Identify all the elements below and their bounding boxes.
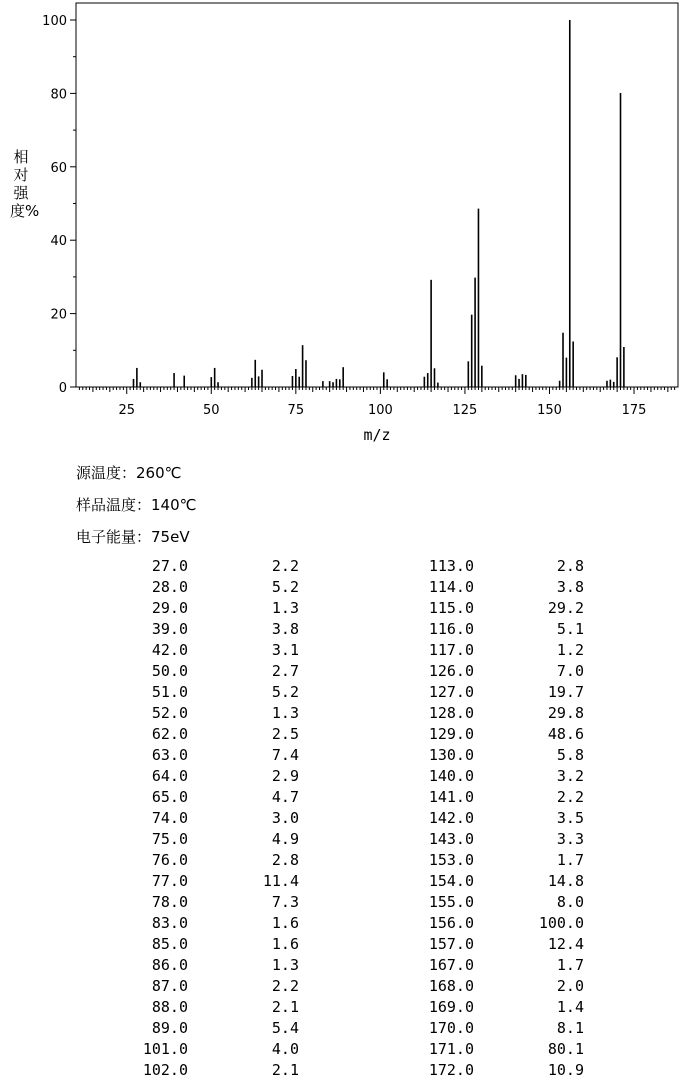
peak-mz: 27.0: [151, 557, 188, 575]
table-row: [0, 892, 680, 913]
peak-intensity: 3.8: [556, 578, 584, 596]
peak-intensity: 2.1: [271, 1061, 299, 1079]
table-row: [0, 997, 680, 1018]
plot-frame: [76, 3, 678, 387]
peak-intensity: 5.4: [271, 1019, 299, 1037]
peak-intensity: 1.6: [271, 914, 299, 932]
peak-mz: 89.0: [151, 1019, 188, 1037]
peak-intensity: 7.3: [271, 893, 299, 911]
peak-mz: 153.0: [428, 851, 474, 869]
peak-intensity: 1.3: [271, 599, 299, 617]
y-tick-label: 20: [50, 307, 67, 323]
peak-mz: 116.0: [428, 620, 474, 638]
table-row: [0, 829, 680, 850]
y-tick-label: 40: [50, 234, 67, 250]
peak-mz: 76.0: [151, 851, 188, 869]
y-tick-label: 60: [50, 160, 67, 176]
table-row: [0, 766, 680, 787]
peak-mz: 127.0: [428, 683, 474, 701]
peak-intensity: 5.2: [271, 578, 299, 596]
peak-mz: 171.0: [428, 1040, 474, 1058]
x-tick-label: 25: [118, 403, 136, 418]
table-row: [0, 808, 680, 829]
x-tick-label: 50: [203, 403, 220, 418]
table-row: [0, 1018, 680, 1039]
peak-intensity: 3.8: [271, 620, 299, 638]
peak-intensity: 100.0: [538, 914, 584, 932]
peak-intensity: 3.5: [556, 809, 584, 827]
peak-mz: 42.0: [151, 641, 188, 659]
peak-intensity: 1.3: [271, 704, 299, 722]
peak-intensity: 1.4: [556, 998, 584, 1016]
peak-intensity: 80.1: [547, 1040, 584, 1058]
x-tick-label: 175: [621, 403, 647, 418]
peak-intensity: 2.2: [271, 977, 299, 995]
table-row: [0, 1060, 680, 1081]
peak-mz: 140.0: [428, 767, 474, 785]
peak-mz: 167.0: [428, 956, 474, 974]
peak-intensity: 4.9: [271, 830, 299, 848]
peak-intensity: 12.4: [547, 935, 584, 953]
peak-intensity: 14.8: [547, 872, 584, 890]
peak-mz: 168.0: [428, 977, 474, 995]
peak-mz: 88.0: [151, 998, 188, 1016]
peak-intensity: 3.2: [556, 767, 584, 785]
peak-intensity: 1.7: [556, 851, 584, 869]
table-row: [0, 745, 680, 766]
electron-energy: 电子能量：75eV: [76, 528, 190, 546]
peak-mz: 74.0: [151, 809, 188, 827]
table-row: [0, 1039, 680, 1060]
peak-intensity: 29.2: [547, 599, 584, 617]
peak-mz: 115.0: [428, 599, 474, 617]
table-row: [0, 850, 680, 871]
peak-intensity: 2.8: [271, 851, 299, 869]
peak-mz: 77.0: [151, 872, 188, 890]
peak-mz: 114.0: [428, 578, 474, 596]
peak-mz: 156.0: [428, 914, 474, 932]
y-tick-label: 0: [58, 381, 67, 396]
table-row: [0, 598, 680, 619]
x-tick-label: 125: [452, 403, 478, 418]
peak-intensity: 2.2: [556, 788, 584, 806]
peak-intensity: 7.0: [556, 662, 584, 680]
table-row: [0, 724, 680, 745]
table-row: [0, 976, 680, 997]
peak-mz: 29.0: [151, 599, 188, 617]
peak-mz: 154.0: [428, 872, 474, 890]
table-row: [0, 787, 680, 808]
peak-mz: 126.0: [428, 662, 474, 680]
peak-intensity: 1.3: [271, 956, 299, 974]
peak-intensity: 1.6: [271, 935, 299, 953]
x-axis-label: m/z: [363, 426, 391, 444]
peak-intensity: 5.2: [271, 683, 299, 701]
peak-mz: 39.0: [151, 620, 188, 638]
y-tick-label: 100: [42, 14, 67, 29]
peak-intensity: 2.2: [271, 557, 299, 575]
peak-intensity: 11.4: [262, 872, 299, 890]
table-row: [0, 682, 680, 703]
peak-mz: 169.0: [428, 998, 474, 1016]
peak-intensity: 1.7: [556, 956, 584, 974]
y-tick-label: 80: [50, 87, 67, 103]
peak-mz: 172.0: [428, 1061, 474, 1079]
peak-intensity: 2.7: [271, 662, 299, 680]
peak-intensity: 1.2: [556, 641, 584, 659]
peak-intensity: 4.7: [271, 788, 299, 806]
table-row: [0, 703, 680, 724]
peak-mz: 155.0: [428, 893, 474, 911]
table-row: [0, 955, 680, 976]
peak-mz: 142.0: [428, 809, 474, 827]
peak-mz: 86.0: [151, 956, 188, 974]
peak-intensity: 2.8: [556, 557, 584, 575]
source-temperature: 源温度：260℃: [76, 464, 182, 482]
peak-bars: [133, 20, 623, 387]
peak-intensity: 4.0: [271, 1040, 299, 1058]
peak-mz: 75.0: [151, 830, 188, 848]
peak-mz: 113.0: [428, 557, 474, 575]
table-row: [0, 934, 680, 955]
peak-mz: 83.0: [151, 914, 188, 932]
peak-intensity: 2.0: [556, 977, 584, 995]
table-row: [0, 619, 680, 640]
peak-mz: 64.0: [151, 767, 188, 785]
peak-mz: 85.0: [151, 935, 188, 953]
x-tick-label: 150: [537, 403, 562, 418]
peak-mz: 62.0: [151, 725, 188, 743]
table-row: [0, 640, 680, 661]
sample-temperature: 样品温度：140℃: [76, 496, 197, 514]
peak-mz: 157.0: [428, 935, 474, 953]
table-row: [0, 871, 680, 892]
peak-intensity: 48.6: [547, 725, 584, 743]
peak-intensity: 3.0: [271, 809, 299, 827]
table-row: [0, 577, 680, 598]
peak-intensity: 19.7: [547, 683, 584, 701]
peak-mz: 128.0: [428, 704, 474, 722]
peak-intensity: 3.3: [556, 830, 584, 848]
peak-mz: 170.0: [428, 1019, 474, 1037]
peak-intensity: 5.8: [556, 746, 584, 764]
peak-mz: 129.0: [428, 725, 474, 743]
peak-mz: 101.0: [142, 1040, 188, 1058]
x-tick-label: 100: [367, 403, 393, 418]
y-axis-label: 相对强度%: [10, 148, 40, 220]
peak-mz: 52.0: [151, 704, 188, 722]
peak-mz: 141.0: [428, 788, 474, 806]
peak-intensity: 8.1: [556, 1019, 584, 1037]
peak-mz: 102.0: [142, 1061, 188, 1079]
peak-intensity: 29.8: [547, 704, 584, 722]
peak-intensity: 2.5: [271, 725, 299, 743]
y-axis: [42, 14, 76, 396]
peak-mz: 63.0: [151, 746, 188, 764]
x-tick-label: 75: [287, 403, 305, 418]
x-axis: [79, 387, 674, 418]
table-row: [0, 661, 680, 682]
peak-mz: 87.0: [151, 977, 188, 995]
table-row: [0, 913, 680, 934]
peak-mz: 130.0: [428, 746, 474, 764]
peak-mz: 143.0: [428, 830, 474, 848]
peak-mz: 78.0: [151, 893, 188, 911]
peak-mz: 65.0: [151, 788, 188, 806]
peak-intensity: 2.1: [271, 998, 299, 1016]
peak-intensity: 3.1: [271, 641, 299, 659]
peak-intensity: 10.9: [547, 1061, 584, 1079]
peak-mz: 117.0: [428, 641, 474, 659]
peak-mz: 50.0: [151, 662, 188, 680]
table-row: [0, 556, 680, 577]
mass-spectrum-chart: [0, 0, 680, 450]
peak-mz: 51.0: [151, 683, 188, 701]
peak-mz: 28.0: [151, 578, 188, 596]
peak-intensity: 5.1: [556, 620, 584, 638]
peak-intensity: 7.4: [271, 746, 299, 764]
peak-intensity: 2.9: [271, 767, 299, 785]
peak-intensity: 8.0: [556, 893, 584, 911]
